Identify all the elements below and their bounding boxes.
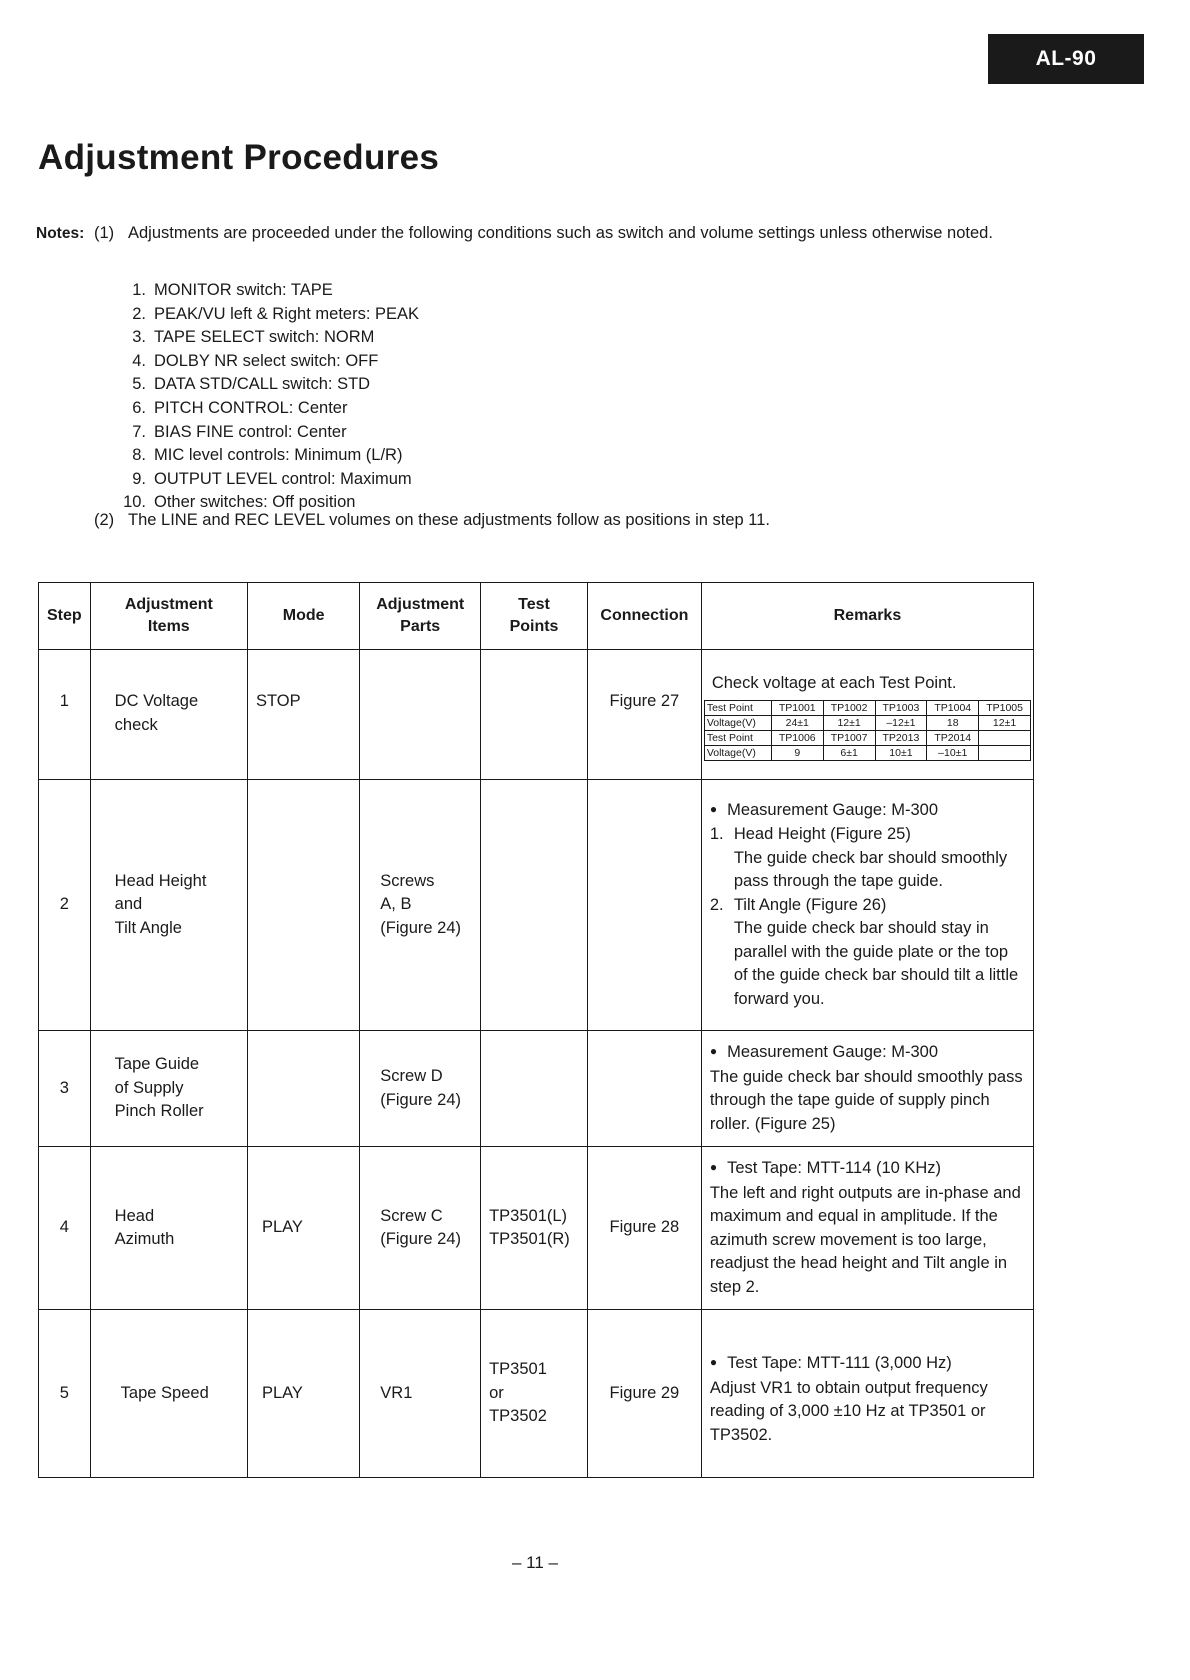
- test-point: TP2013: [875, 730, 927, 745]
- voltage-value: [979, 745, 1031, 760]
- adjustment-item: Tape Speed: [90, 1310, 247, 1478]
- table-row: [39, 650, 1034, 780]
- remarks-cell: [701, 650, 1033, 780]
- remark-test-tape: ● Test Tape: MTT-111 (3,000 Hz): [710, 1352, 1025, 1377]
- list-item: [132, 421, 419, 445]
- test-point: TP1001: [771, 700, 823, 715]
- list-item-text: TAPE SELECT switch: NORM: [154, 328, 375, 347]
- voltage-table-row: [704, 745, 1030, 760]
- test-points-cell: [481, 1031, 588, 1147]
- page-number: – 11 –: [511, 1553, 558, 1572]
- test-point: [979, 730, 1031, 745]
- test-point: TP1005: [979, 700, 1031, 715]
- list-item-text: Other switches: Off position: [154, 493, 356, 512]
- list-item-number: 6.: [132, 398, 146, 417]
- test-points-cell: [481, 650, 588, 780]
- notes-label: Notes:: [36, 225, 85, 242]
- step-number: 3: [39, 1031, 91, 1147]
- step-number: 4: [39, 1147, 91, 1310]
- header-mode: Mode: [247, 583, 359, 650]
- list-item: [132, 350, 419, 374]
- voltage-value: –12±1: [875, 715, 927, 730]
- list-item-text: PEAK/VU left & Right meters: PEAK: [154, 304, 420, 323]
- list-item-number: 1.: [132, 281, 146, 299]
- mode-cell: STOP: [247, 650, 359, 780]
- table-row: [39, 780, 1034, 1031]
- remark-body: The guide check bar should smoothly pass through the tape guide.: [733, 848, 1008, 891]
- mode-cell: [247, 780, 359, 1031]
- remarks-cell: [701, 1031, 1033, 1147]
- mode-cell: [247, 1031, 359, 1147]
- parts-cell: [360, 650, 481, 780]
- list-item: [132, 279, 419, 303]
- connection-cell: [587, 1031, 701, 1147]
- voltage-table-row: [704, 700, 1030, 715]
- voltage-value: 10±1: [875, 745, 927, 760]
- test-points-cell: TP3501 or TP3502: [481, 1310, 588, 1478]
- test-point: TP1006: [771, 730, 823, 745]
- voltage-table-row: [704, 730, 1030, 745]
- step-number: 2: [39, 780, 91, 1031]
- voltage-value: 6±1: [823, 745, 875, 760]
- test-point: TP1002: [823, 700, 875, 715]
- connection-cell: Figure 29: [587, 1310, 701, 1478]
- list-item-number: 2.: [132, 304, 146, 323]
- list-item-text: OUTPUT LEVEL control: Maximum: [154, 469, 412, 488]
- remark-gauge: ● Measurement Gauge: M-300: [710, 799, 1025, 824]
- voltage-value: 18: [927, 715, 979, 730]
- list-item: [132, 326, 419, 350]
- list-item-number: 10.: [123, 493, 146, 512]
- test-point: TP1007: [823, 730, 875, 745]
- test-point: TP1004: [927, 700, 979, 715]
- parts-cell: Screws A, B (Figure 24): [360, 780, 481, 1031]
- header-adjustment-parts: Adjustment Parts: [360, 583, 481, 650]
- connection-cell: [587, 780, 701, 1031]
- header-remarks: Remarks: [701, 583, 1033, 650]
- adjustment-item: DC Voltage check: [90, 650, 247, 780]
- remark-body: The guide check bar should stay in parallel with the guide plate or the top of the guide check bar should tilt a little forward you.: [733, 919, 1019, 1008]
- list-item-number: 5.: [132, 375, 146, 394]
- list-item-number: 3.: [132, 328, 146, 347]
- voltage-table-row: [704, 715, 1030, 730]
- list-item-number: 8.: [132, 446, 146, 465]
- list-item-text: PITCH CONTROL: Center: [154, 398, 348, 417]
- header-test-points: Test Points: [481, 583, 588, 650]
- remark-text: Check voltage at each Test Point.: [711, 674, 957, 693]
- adjustment-item: Head Azimuth: [90, 1147, 247, 1310]
- model-badge: AL-90: [988, 34, 1144, 84]
- list-item-number: 9.: [132, 469, 146, 488]
- parts-cell: Screw C (Figure 24): [360, 1147, 481, 1310]
- remark-body: The guide check bar should smoothly pass through the tape guide of supply pinch roller. (Figure 25): [709, 1067, 1023, 1133]
- voltage-value: 12±1: [979, 715, 1031, 730]
- test-point: TP1003: [875, 700, 927, 715]
- list-item-number: 7.: [132, 422, 146, 441]
- page-title: Adjustment Procedures: [38, 138, 440, 177]
- voltage-label: Voltage(V): [704, 715, 771, 730]
- voltage-value: 12±1: [823, 715, 875, 730]
- adjustment-item: Tape Guide of Supply Pinch Roller: [90, 1031, 247, 1147]
- voltage-value: 9: [771, 745, 823, 760]
- voltage-label: Voltage(V): [704, 745, 771, 760]
- list-item-number: 4.: [132, 351, 146, 370]
- step-number: 5: [39, 1310, 91, 1478]
- list-item-text: MIC level controls: Minimum (L/R): [154, 446, 403, 465]
- list-item-text: MONITOR switch: TAPE: [154, 281, 333, 299]
- remark-body: Adjust VR1 to obtain output frequency reading of 3,000 ±10 Hz at TP3501 or TP3502.: [709, 1378, 988, 1444]
- remark-test-tape: ● Test Tape: MTT-114 (10 KHz): [710, 1157, 1025, 1182]
- adjustment-item: Head Height and Tilt Angle: [90, 780, 247, 1031]
- step-number: 1: [39, 650, 91, 780]
- remarks-cell: [701, 780, 1033, 1031]
- note-2-text: The LINE and REC LEVEL volumes on these adjustments follow as positions in step 11.: [128, 511, 771, 529]
- table-row: [39, 1031, 1034, 1147]
- header-adjustment-items: Adjustment Items: [90, 583, 247, 650]
- remarks-cell: [701, 1310, 1033, 1478]
- test-point-label: Test Point: [704, 700, 771, 715]
- adjustment-table: [38, 582, 1034, 1478]
- conditions-list: [123, 279, 420, 515]
- parts-cell: VR1: [360, 1310, 481, 1478]
- parts-cell: Screw D (Figure 24): [360, 1031, 481, 1147]
- header-connection: Connection: [587, 583, 701, 650]
- voltage-value: 24±1: [771, 715, 823, 730]
- test-points-cell: TP3501(L) TP3501(R): [481, 1147, 588, 1310]
- note-1-number: (1): [94, 224, 115, 242]
- mode-cell: PLAY: [247, 1147, 359, 1310]
- table-header-row: [39, 583, 1034, 650]
- note-2-number: (2): [94, 511, 115, 529]
- header-step: Step: [39, 583, 91, 650]
- connection-cell: Figure 28: [587, 1147, 701, 1310]
- list-item: [132, 468, 419, 492]
- list-item: [132, 397, 419, 421]
- list-item-text: DOLBY NR select switch: OFF: [154, 351, 379, 370]
- remark-item: 2. Tilt Angle (Figure 26): [709, 895, 887, 914]
- remark-body: The left and right outputs are in-phase and maximum and equal in amplitude. If the azimuth screw movement is too large, readjust the head height and Tilt angle in step 2.: [709, 1183, 1021, 1296]
- list-item-text: BIAS FINE control: Center: [154, 422, 347, 441]
- list-item: [132, 444, 419, 468]
- test-points-cell: [481, 780, 588, 1031]
- test-point: TP2014: [927, 730, 979, 745]
- voltage-table: [704, 700, 1031, 761]
- voltage-value: –10±1: [927, 745, 979, 760]
- mode-cell: PLAY: [247, 1310, 359, 1478]
- connection-cell: Figure 27: [587, 650, 701, 780]
- note-1-text: Adjustments are proceeded under the following conditions such as switch and volume settings unless otherwise noted.: [128, 224, 993, 242]
- list-item-text: DATA STD/CALL switch: STD: [154, 375, 371, 394]
- table-row: [39, 1147, 1034, 1310]
- table-row: [39, 1310, 1034, 1478]
- list-item: [132, 303, 420, 327]
- remark-gauge: ● Measurement Gauge: M-300: [710, 1041, 1025, 1066]
- remarks-cell: [701, 1147, 1033, 1310]
- list-item: [132, 373, 419, 397]
- test-point-label: Test Point: [704, 730, 771, 745]
- remark-item: 1. Head Height (Figure 25): [709, 825, 911, 844]
